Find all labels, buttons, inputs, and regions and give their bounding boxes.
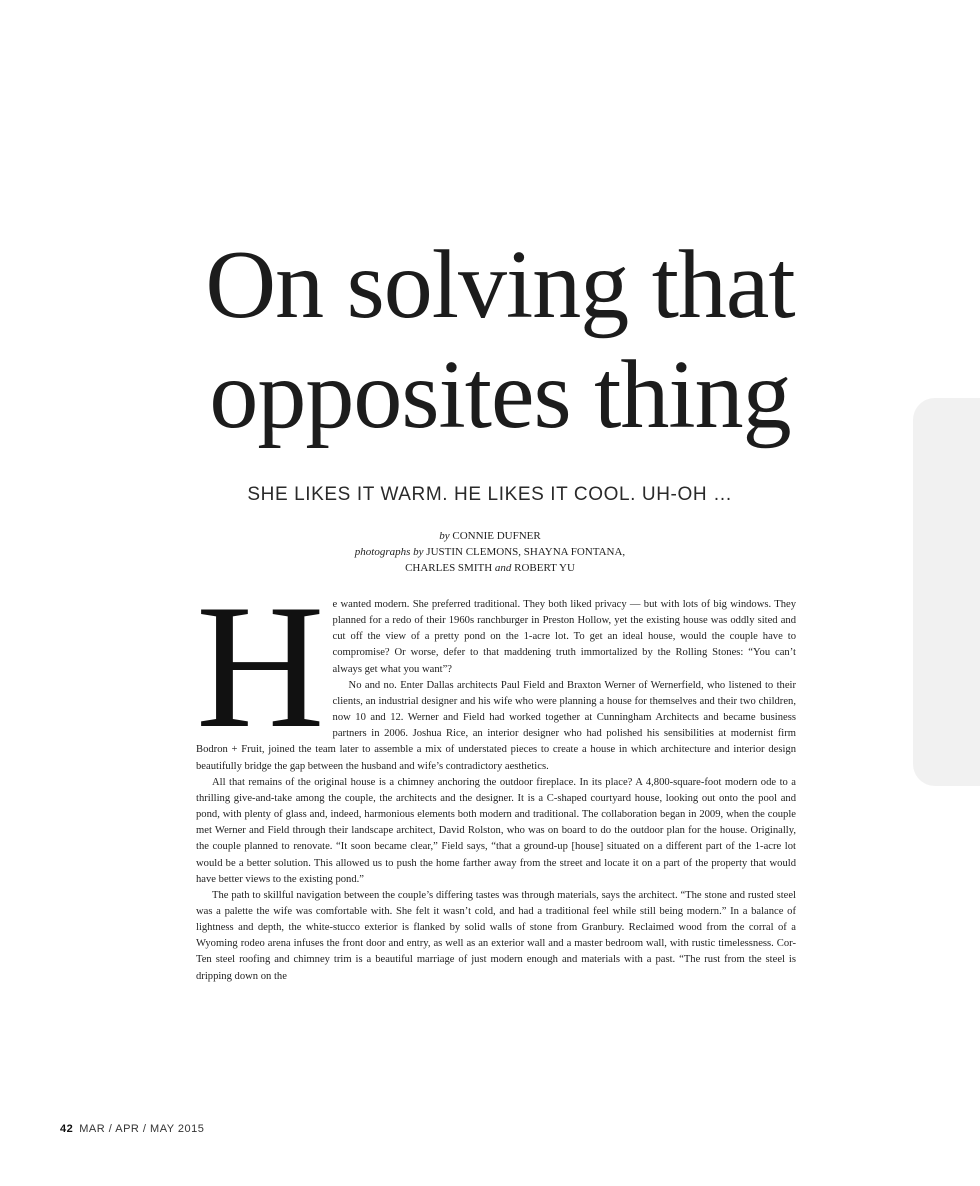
article-paragraph-2: No and no. Enter Dallas architects Paul Field and Braxton Werner of Wernerfield, who listened to their clients, an industrial designer and his wife who were planning a house for themselves and their two children, now 10 and 12. Werner and Field had worked together at Cunningham Architects and became business partners in 2006. Joshua Rice, an interior designer who had polished his sensibilities at modernist firm Bodron + Fruit, joined the team later to assemble a mix of understated pieces to create a house in which architecture and interior design beautifully bridge the gap between the husband and wife’s contradictory aesthetics. bbox=[196, 679, 796, 772]
photographer-name-b: ROBERT YU bbox=[514, 562, 575, 574]
paragraph-1-text: e wanted modern. She preferred traditional. They both liked privacy — but with lots of big windows. They planned for a redo of their 1960s ranchburger in Preston Hollow, yet the existing house was oddly sited and cut off the view of a pretty pond on the 1-acre lot. To get an ideal house, would the couple have to compromise? Or worse, defer to that maddening truth immortalized by the Rolling Stones: “You can’t always get what you want”? bbox=[332, 599, 796, 675]
page-number: 42 bbox=[60, 1123, 74, 1135]
byline bbox=[290, 528, 690, 576]
photographer-name-a: CHARLES SMITH bbox=[405, 562, 493, 574]
author-name: CONNIE DUFNER bbox=[452, 530, 541, 542]
headline-line-2: opposites thing bbox=[209, 341, 791, 449]
headline bbox=[150, 230, 850, 450]
article-paragraph-3: All that remains of the original house is a chimney anchoring the outdoor fireplace. In its place? A 4,800-square-foot modern ode to a thrilling give-and-take among the couple, the architects and the designer. It is a C-shaped courtyard house, looking out onto the pool and pond, with plenty of glass and, indeed, harmonious elements both modern and traditional. The collaboration began in 2009, when the couple met Werner and Field through their landscape architect, David Rolston, who was on board to do the outdoor plan for the house. Originally, the couple planned to renovate. “It soon became clear,” Field says, “that a ground-up [house] situated on a different part of the 1-acre lot would be a better solution. This allowed us to push the home farther away from the street and locate it on a part of the property that would have better views to the existing pond.” bbox=[196, 776, 796, 885]
photographers-line-2 bbox=[290, 560, 690, 576]
folio bbox=[60, 1123, 204, 1135]
photographs-label: photographs by bbox=[354, 546, 424, 558]
article-paragraph-4: The path to skillful navigation between the couple’s differing tastes was through materials, says the architect. “The stone and rusted steel was a palette the wife was comfortable with. She felt it wasn’t cold, and had a traditional feel while still being modern.” In a balance of lightness and depth, the white-stucco exterior is flanked by solid walls of stone from Granbury. Reclaimed wood from the corral of a Wyoming rodeo arena infuses the front door and entry, as well as an exterior wall and a master bedroom wall, with rustic timelessness. Cor-Ten steel roofing and chimney trim is a beautiful marriage of just modern enough and materials with a past. “The rust from the steel is dripping down on the bbox=[196, 889, 796, 982]
drop-cap: H bbox=[196, 567, 323, 765]
by-label: by bbox=[439, 530, 450, 542]
and-label: and bbox=[494, 562, 512, 574]
issue-date: MAR / APR / MAY 2015 bbox=[79, 1123, 205, 1135]
deck-subtitle: SHE LIKES IT WARM. HE LIKES IT COOL. UH-OH … bbox=[247, 484, 733, 505]
photographers-line-1 bbox=[290, 544, 690, 560]
headline-line-1: On solving that bbox=[205, 231, 795, 339]
author-line bbox=[290, 528, 690, 544]
photographers-names-1: JUSTIN CLEMONS, SHAYNA FONTANA, bbox=[426, 546, 626, 558]
side-tab-decoration bbox=[913, 398, 980, 786]
